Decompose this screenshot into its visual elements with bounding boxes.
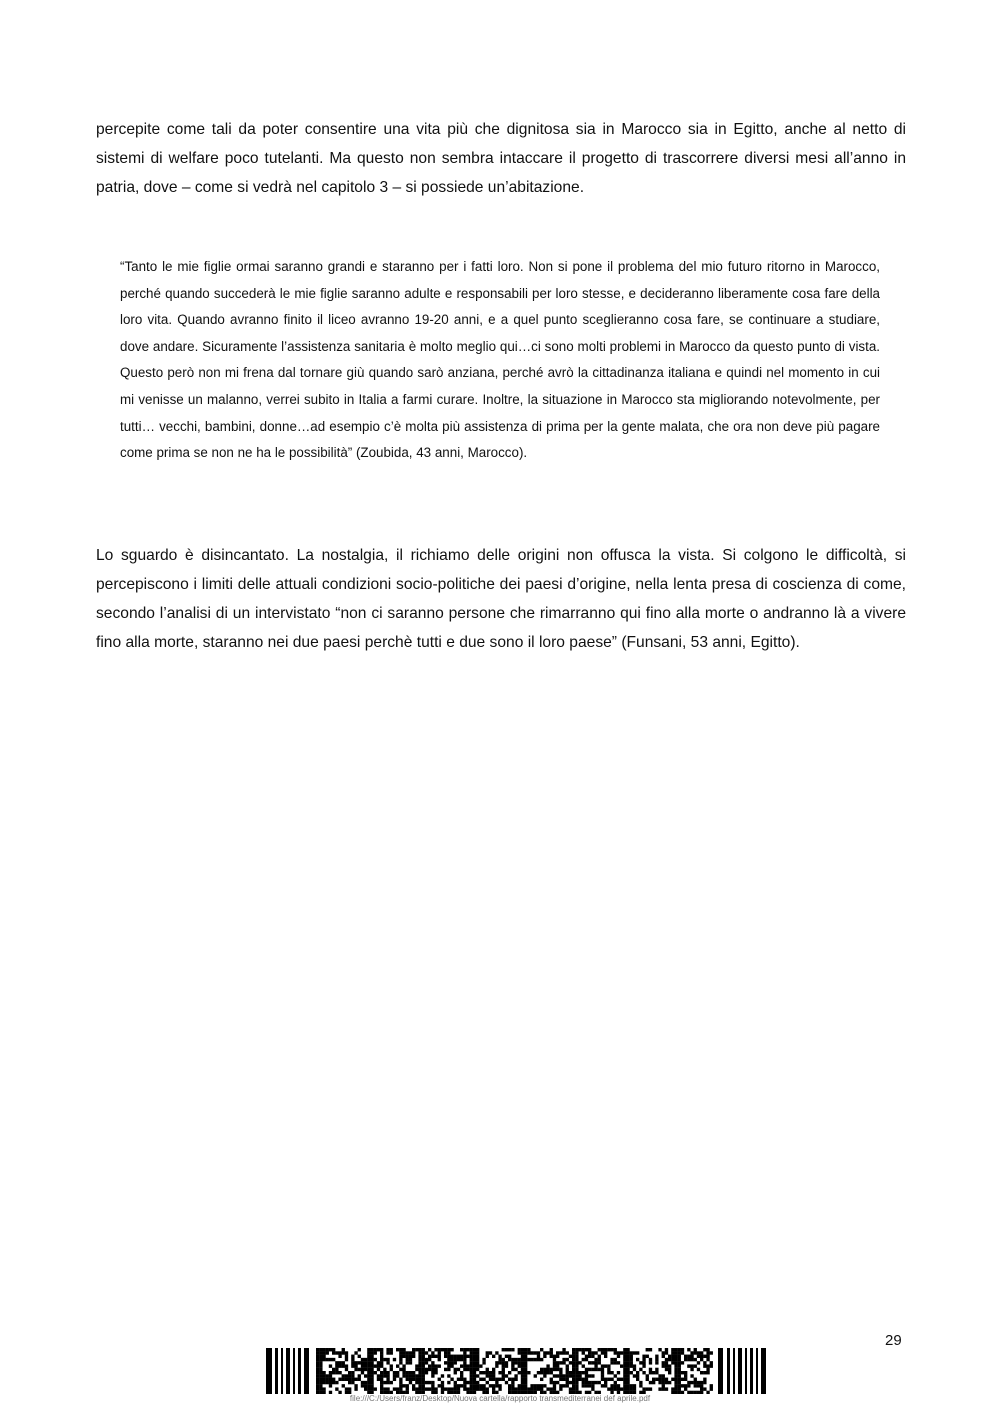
- page-number: 29: [885, 1332, 902, 1349]
- body-paragraph-2: Lo sguardo è disincantato. La nostalgia, il richiamo delle origini non offusca la vista. Si colgono le difficoltà, si percepiscono i limiti delle attuali condizioni socio-politiche dei paesi d’origine, nella lenta presa di coscienza di come, secondo l’analisi di un intervistato “non ci saranno persone che rimarranno qui fino alla morte o andranno là a vivere fino alla morte, staranno nei due paesi perchè tutti e due sono il loro paese” (Funsani, 53 anni, Egitto).: [96, 547, 906, 651]
- barcode-icon: [262, 1348, 768, 1394]
- interview-quote: “Tanto le mie figlie ormai saranno grandi e staranno per i fatti loro. Non si pone il problema del mio futuro ritorno in Marocco, perché quando succederà le mie figlie saranno adulte e responsabili per loro stesse, e decideranno liberamente cosa fare della loro vita. Quando avranno finito il liceo avranno 19-20 anni, e a quel punto sceglieranno cosa fare, se continuare a studiare, dove andare. Sicuramente l’assistenza sanitaria è molto meglio qui…ci sono molti problemi in Marocco da questo punto di vista. Questo però non mi frena dal tornare giù quando sarò anziana, perché avrò la cittadinanza italiana e quindi nel momento in cui mi venisse un malanno, verrei subito in Italia a farmi curare. Inoltre, la situazione in Marocco sta migliorando notevolmente, per tutti… vecchi, bambini, donne…ad esempio c’è molta più assistenza di prima per la gente malata, che ora non deve più pagare come prima se non ne ha le possibilità” (Zoubida, 43 anni, Marocco).: [120, 259, 880, 461]
- barcode-caption: file:///C:/Users/franz/Desktop/Nuova cartella/rapporto transmediterranei def aprile.pdf: [349, 1394, 651, 1403]
- body-paragraph-1: percepite come tali da poter consentire una vita più che dignitosa sia in Marocco sia in Egitto, anche al netto di sistemi di welfare poco tutelanti. Ma questo non sembra intaccare il progetto di trascorrere diversi mesi all’anno in patria, dove – come si vedrà nel capitolo 3 – si possiede un’abitazione.: [96, 121, 906, 196]
